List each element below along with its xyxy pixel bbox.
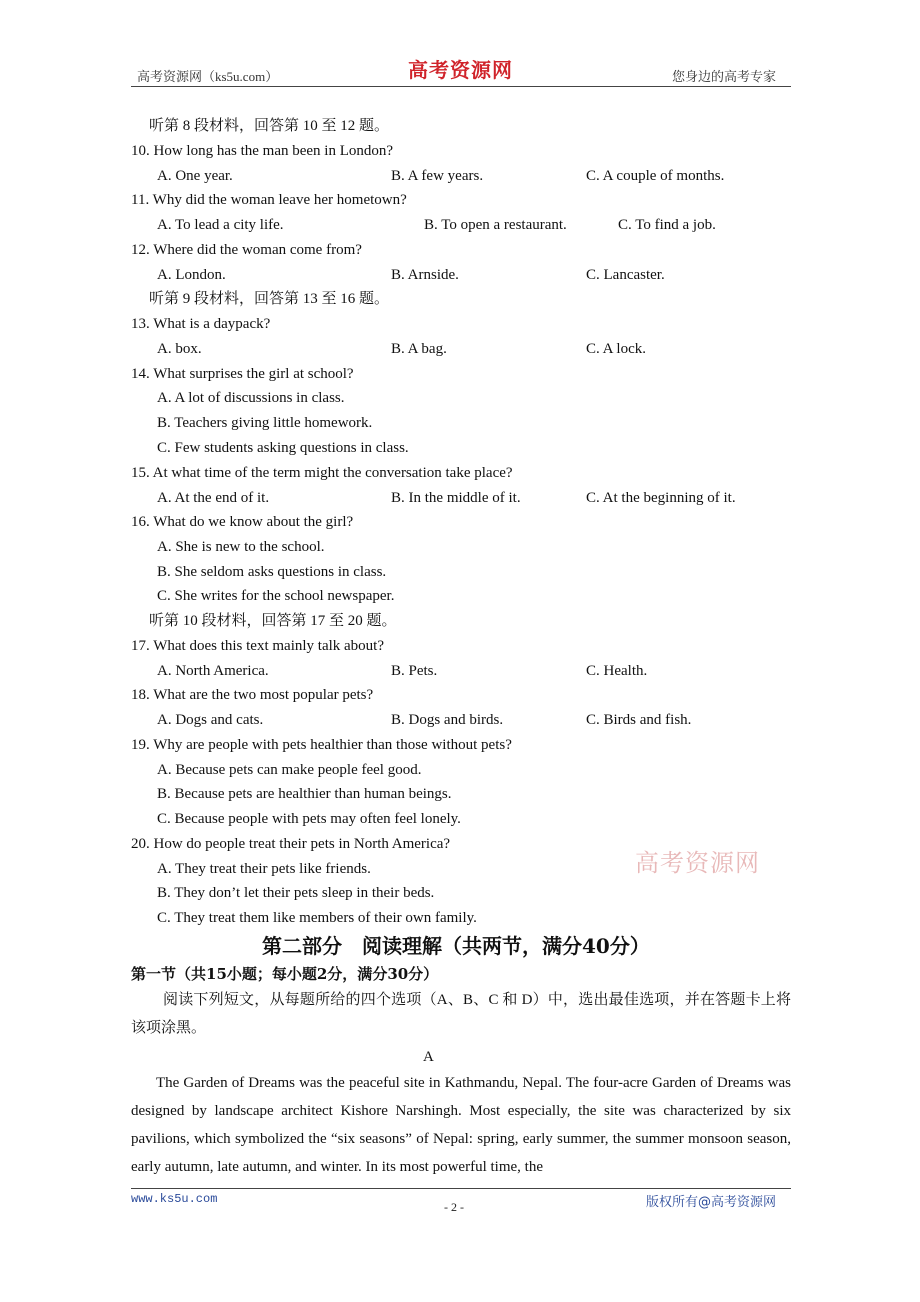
- question-text: 14. What surprises the girl at school?: [131, 366, 354, 382]
- option-c: C. At the beginning of it.: [586, 490, 736, 506]
- reading-instructions: 阅读下列短文，从每题所给的四个选项（A、B、C 和 D）中，选出最佳选项，并在答题卡上将该项涂黑。: [131, 992, 791, 1036]
- section-instruction: 听第 8 段材料，回答第 10 至 12 题。: [149, 118, 390, 134]
- footer-rule: [131, 1188, 791, 1189]
- option-c: C. Lancaster.: [586, 267, 665, 283]
- option-a: A. box.: [157, 341, 202, 357]
- header-slogan: 您身边的高考专家: [672, 69, 777, 84]
- footer-url: www.ks5u.com: [131, 1192, 218, 1206]
- option-a: A. One year.: [157, 168, 233, 184]
- option-c: C. They treat them like members of their own family.: [157, 910, 477, 926]
- option-c: C. Birds and fish.: [586, 712, 692, 728]
- watermark: 高考资源网: [635, 849, 760, 877]
- question-text: 15. At what time of the term might the conversation take place?: [131, 465, 513, 481]
- option-b: B. Arnside.: [391, 267, 459, 283]
- passage-label: A: [423, 1049, 434, 1065]
- header-site-name: 高考资源网（ks5u.com）: [137, 69, 279, 84]
- question-text: 12. Where did the woman come from?: [131, 242, 362, 258]
- option-b: B. A few years.: [391, 168, 484, 184]
- option-a: A. She is new to the school.: [157, 539, 325, 555]
- option-a: A. To lead a city life.: [157, 217, 284, 233]
- option-a: A. Dogs and cats.: [157, 712, 264, 728]
- option-a: A. A lot of discussions in class.: [157, 390, 345, 406]
- question-text: 16. What do we know about the girl?: [131, 514, 354, 530]
- option-b: B. Pets.: [391, 663, 438, 679]
- passage-text: The Garden of Dreams was the peaceful site in Kathmandu, Nepal. The four-acre Garden of Dreams was designed by landscape architect Kishore Narshingh. Most especially, the site was characterized by six pavilions, which symbolized the “six seasons” of Nepal: spring, early summer, the summer monsoon season, early autumn, late autumn, and winter. In its most powerful time, the: [131, 1075, 791, 1175]
- option-b: B. Because pets are healthier than human beings.: [157, 786, 452, 802]
- option-b: B. A bag.: [391, 341, 447, 357]
- option-a: A. They treat their pets like friends.: [157, 861, 371, 877]
- question-text: 18. What are the two most popular pets?: [131, 687, 374, 703]
- option-c: C. She writes for the school newspaper.: [157, 588, 395, 604]
- page-number: - 2 -: [444, 1200, 464, 1214]
- option-a: A. Because pets can make people feel good.: [157, 762, 422, 778]
- option-a: A. London.: [157, 267, 226, 283]
- option-c: C. Health.: [586, 663, 648, 679]
- option-a: A. At the end of it.: [157, 490, 270, 506]
- option-b: B. In the middle of it.: [391, 490, 521, 506]
- option-b: B. She seldom asks questions in class.: [157, 564, 387, 580]
- footer-copyright: 版权所有@高考资源网: [646, 1195, 777, 1210]
- option-a: A. North America.: [157, 663, 269, 679]
- subsection-title: 第一节（共15小题；每小题2分，满分30分）: [131, 965, 439, 983]
- option-b: B. To open a restaurant.: [424, 217, 567, 233]
- option-b: B. Dogs and birds.: [391, 712, 504, 728]
- option-b: B. They don’t let their pets sleep in their beds.: [157, 885, 435, 901]
- section-instruction: 听第 9 段材料，回答第 13 至 16 题。: [149, 291, 390, 307]
- option-c: C. Few students asking questions in class.: [157, 440, 409, 456]
- question-text: 10. How long has the man been in London?: [131, 143, 394, 159]
- question-text: 19. Why are people with pets healthier than those without pets?: [131, 737, 512, 753]
- header-logo: 高考资源网: [408, 58, 513, 82]
- question-text: 20. How do people treat their pets in North America?: [131, 836, 451, 852]
- header-rule: [131, 86, 791, 87]
- option-c: C. Because people with pets may often feel lonely.: [157, 811, 461, 827]
- option-c: C. A couple of months.: [586, 168, 725, 184]
- option-c: C. A lock.: [586, 341, 647, 357]
- question-text: 13. What is a daypack?: [131, 316, 271, 332]
- option-c: C. To find a job.: [618, 217, 716, 233]
- section-instruction: 听第 10 段材料，回答第 17 至 20 题。: [149, 613, 397, 629]
- section-title: 第二部分 阅读理解（共两节，满分40分）: [262, 934, 650, 958]
- option-b: B. Teachers giving little homework.: [157, 415, 373, 431]
- question-text: 11. Why did the woman leave her hometown?: [131, 192, 407, 208]
- question-text: 17. What does this text mainly talk about?: [131, 638, 385, 654]
